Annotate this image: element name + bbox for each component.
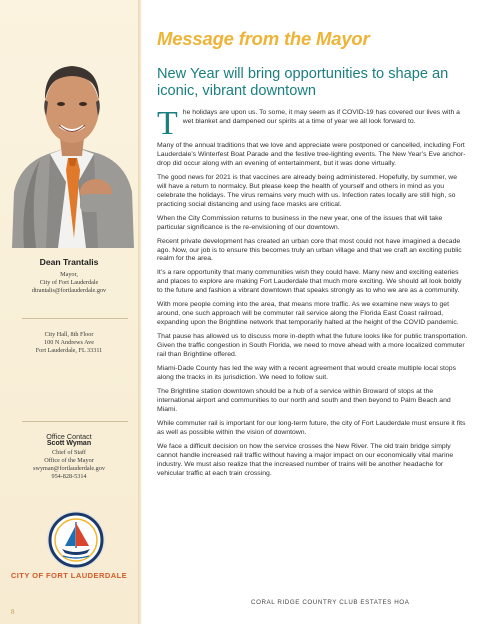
sidebar-divider-line (22, 421, 128, 422)
paragraph: Recent private development has created an urban core that most could not have imagined a decade ago. Now, our job is to ensure this becomes truly an urban village and that we craft an exciting public realm for the area. (157, 237, 462, 263)
paragraph: Miami-Dade County has led the way with a recent agreement that would create multiple local stops along the tracks in its jurisdiction. We need to follow suit. (157, 365, 456, 381)
publication-footer: CORAL RIDGE COUNTRY CLUB ESTATES HOA (251, 599, 410, 606)
paragraph: The good news for 2021 is that vaccines are already being administered. Hopefully, by summer, we will have a return to normalcy. But please keep the health of yourself and others in mind as you celebrate the holidays. The virus remains very much with us. Infection rates locally are still high, so practicing social distancing and using face masks are critical. (157, 173, 458, 208)
contact-name: Scott Wyman (46, 440, 92, 447)
mayor-portrait (10, 42, 134, 248)
paragraph: Many of the annual traditions that we love and appreciate were postponed or cancelled, including Fort Lauderdale’s Winterfest Boat Parade and the festive tree-lighting events. The New Year’s Eve anchor-drop did occur along with an evening of entertainment, but it was done virtually. (157, 142, 466, 167)
contact-title: Chief of Staff (52, 449, 86, 456)
city-name: CITY OF FORT LAUDERDALE (10, 571, 128, 580)
page-title: Message from the Mayor (157, 28, 370, 49)
paragraph: The Brightline station downtown should be a hub of a service within Broward of stops at the international airport and communities to our north and south and then beyond to Palm Beach and Miami. (157, 387, 451, 413)
address-line-2: 100 N Andrews Ave (44, 339, 94, 346)
address-line-3: Fort Lauderdale, FL 33311 (35, 347, 103, 354)
lead-text: he holidays are upon us. To some, it may seem as if COVID-19 has covered our lives with a wet blanket and dampened our spirits at a time of year we all look forward to. (182, 109, 460, 125)
city-seal-icon (46, 510, 106, 570)
mayor-email[interactable]: dtrantalis@fortlauderdale.gov (31, 287, 107, 294)
mayor-city: City of Fort Lauderdale (39, 279, 99, 286)
article-headline: New Year will bring opportunities to shape an iconic, vibrant downtown (157, 66, 449, 99)
article-body (157, 105, 468, 484)
contact-phone: 954-828-5314 (51, 473, 87, 480)
paragraph: That pause has allowed us to discuss more in-depth what the future looks like for public transportation. Given the traffic congestion in South Florida, we need to move ahead with a more localized commuter rail than Brightline offered. (157, 333, 468, 359)
contact-email[interactable]: swyman@fortlauderdale.gov (33, 465, 105, 472)
drop-cap: T (157, 105, 178, 142)
page-number: 8 (11, 608, 15, 616)
paragraph: We face a difficult decision on how the service crosses the New River. The old train bridge simply cannot handle increased rail traffic without having a major impact on our economically vital marine industry. We must also realize that the increased number of trains will be another headache for vehicular traffic at each train crossing. (157, 442, 454, 477)
lead-paragraph (157, 105, 468, 142)
office-contact-heading: Office Contact (46, 432, 92, 441)
paragraph: While commuter rail is important for our long-term future, the city of Fort Lauderdale must ensure it fits as well as possible within the vision of downtown. (157, 419, 466, 436)
contact-office: Office of the Mayor (44, 457, 94, 464)
sidebar-divider-line (22, 318, 128, 319)
mayor-role: Mayor, (60, 271, 78, 278)
paragraph: It’s a rare opportunity that many communities wish they could have. Many new and exciting eateries and places to explore are making Fort Lauderdale that much more exciting. We should all look boldly to the future and fashion a vibrant downtown that speaks strongly as to who we are as a community. (157, 269, 462, 295)
sidebar-divider (138, 0, 142, 624)
paragraph: When the City Commission returns to business in the new year, one of the issues that will take particular significance is the re-envisioning of our downtown. (157, 214, 443, 231)
address-line-1: City Hall, 8th Floor (44, 331, 94, 338)
paragraph: With more people coming into the area, that means more traffic. As we examine new ways to get around, one such approach will be commuter rail service along the Florida East Coast railroad, expanding upon the Brightline network that temporarily halted at the height of the COVID pandemic. (157, 301, 459, 327)
mayor-name: Dean Trantalis (39, 257, 99, 267)
